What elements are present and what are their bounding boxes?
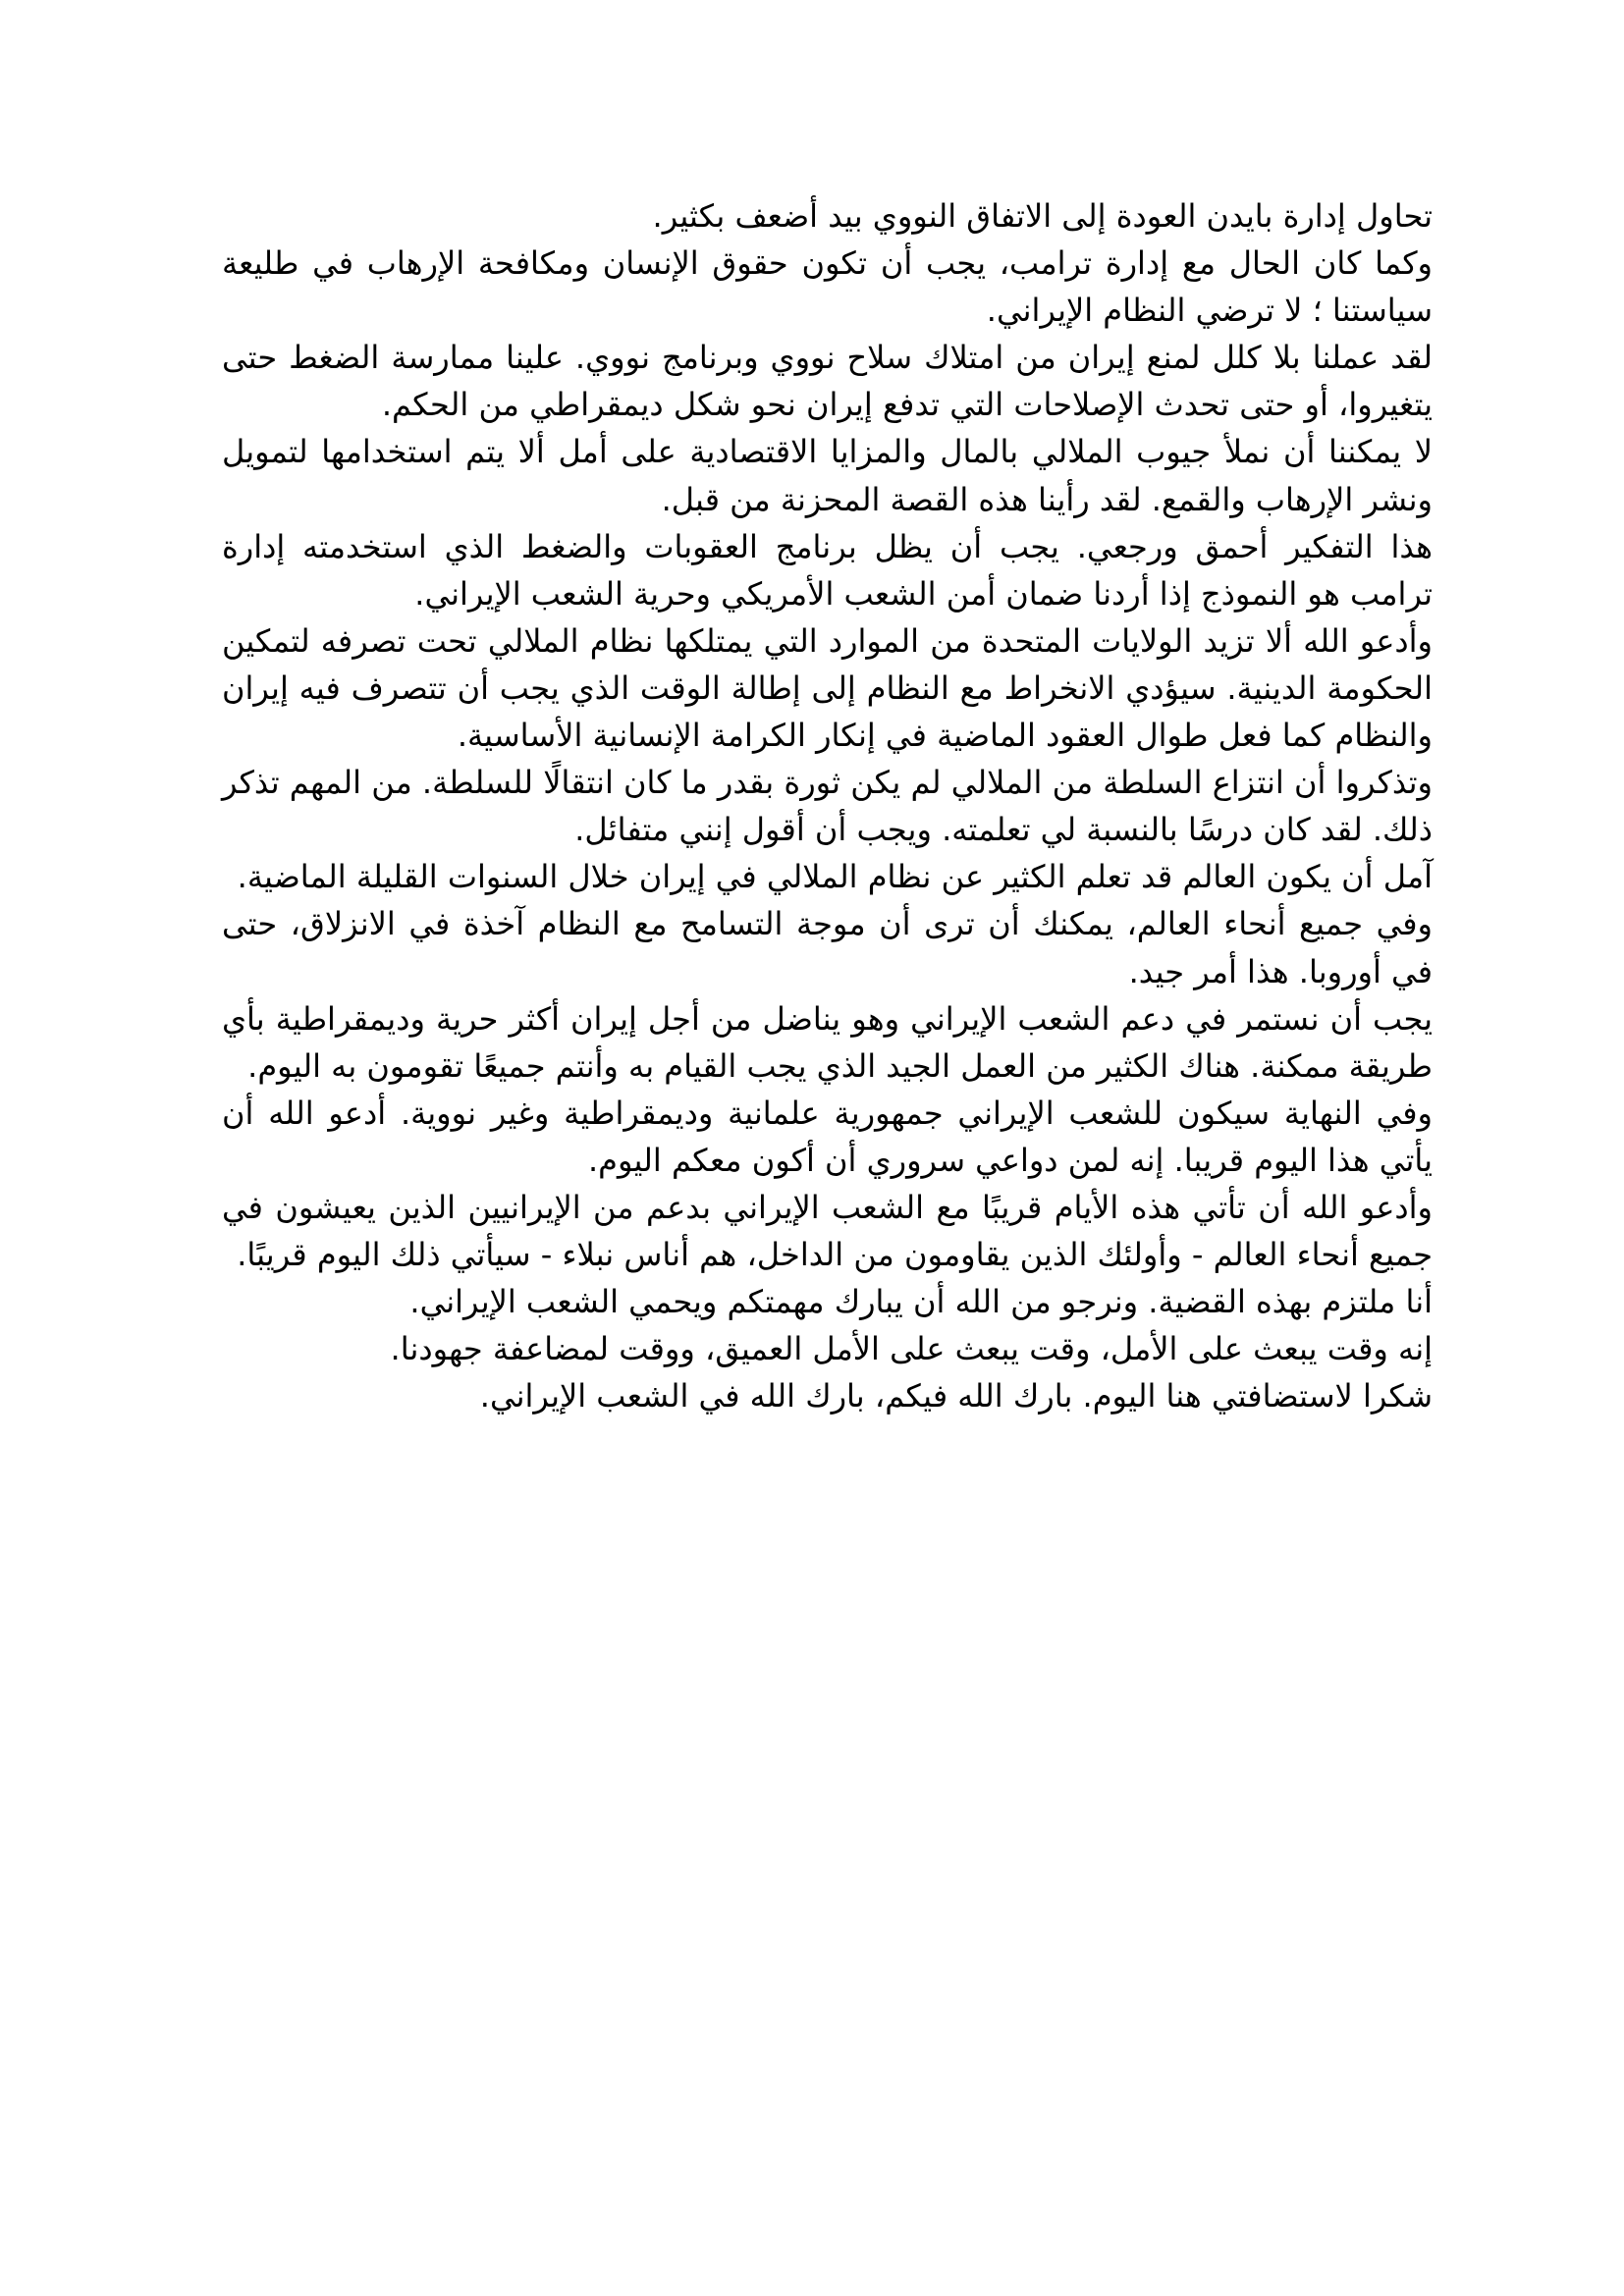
paragraph-5: هذا التفكير أحمق ورجعي. يجب أن يظل برنامج العقوبات والضغط الذي استخدمته إدارة ترامب هو النموذج إذا أردنا ضمان أمن الشعب الأمريكي وحرية الشعب الإيراني. (222, 527, 1433, 613)
paragraph-13: أنا ملتزم بهذه القضية. ونرجو من الله أن يبارك مهمتكم ويحمي الشعب الإيراني. (409, 1283, 1433, 1321)
paragraph-9: وفي جميع أنحاء العالم، يمكنك أن ترى أن موجة التسامح مع النظام آخذة في الانزلاق، حتى في أوروبا. هذا أمر جيد. (222, 905, 1433, 990)
paragraph-15: شكرا لاستضافتي هنا اليوم. بارك الله فيكم، بارك الله في الشعب الإيراني. (479, 1377, 1433, 1415)
paragraph-14: إنه وقت يبعث على الأمل، وقت يبعث على الأمل العميق، ووقت لمضاعفة جهودنا. (390, 1330, 1433, 1368)
paragraph-4: لا يمكننا أن نملأ جيوب الملالي بالمال والمزايا الاقتصادية على أمل ألا يتم استخدامها لتمويل ونشر الإرهاب والقمع. لقد رأينا هذه القصة المحزنة من قبل. (222, 433, 1433, 518)
document-body (222, 192, 1433, 1419)
paragraph-2: وكما كان الحال مع إدارة ترامب، يجب أن تكون حقوق الإنسان ومكافحة الإرهاب في طليعة سياستنا ؛ لا ترضي النظام الإيراني. (222, 244, 1433, 330)
paragraph-11: وفي النهاية سيكون للشعب الإيراني جمهورية علمانية وديمقراطية وغير نووية. أدعو الله أن يأتي هذا اليوم قريبا. إنه لمن دواعي سروري أن أكون معكم اليوم. (222, 1094, 1433, 1179)
paragraph-6: وأدعو الله ألا تزيد الولايات المتحدة من الموارد التي يمتلكها نظام الملالي تحت تصرفه لتمكين الحكومة الدينية. سيؤدي الانخراط مع النظام إلى إطالة الوقت الذي يجب أن تتصرف فيه إيران والنظام كما فعل طوال العقود الماضية في إنكار الكرامة الإنسانية الأساسية. (222, 621, 1433, 755)
paragraph-7: وتذكروا أن انتزاع السلطة من الملالي لم يكن ثورة بقدر ما كان انتقالًا للسلطة. من المهم تذكر ذلك. لقد كان درسًا بالنسبة لي تعلمته. ويجب أن أقول إنني متفائل. (222, 764, 1433, 849)
paragraph-1: تحاول إدارة بايدن العودة إلى الاتفاق النووي بيد أضعف بكثير. (652, 197, 1433, 235)
paragraph-12: وأدعو الله أن تأتي هذه الأيام قريبًا مع الشعب الإيراني بدعم من الإيرانيين الذين يعيشون في جميع أنحاء العالم - وأولئك الذين يقاومون من الداخل، هم أناس نبلاء - سيأتي ذلك اليوم قريبًا. (222, 1188, 1433, 1274)
paragraph-10: يجب أن نستمر في دعم الشعب الإيراني وهو يناضل من أجل إيران أكثر حرية وديمقراطية بأي طريقة ممكنة. هناك الكثير من العمل الجيد الذي يجب القيام به وأنتم جميعًا تقومون به اليوم. (222, 999, 1433, 1085)
paragraph-8: آمل أن يكون العالم قد تعلم الكثير عن نظام الملالي في إيران خلال السنوات القليلة الماضية. (237, 858, 1433, 896)
paragraph-3: لقد عملنا بلا كلل لمنع إيران من امتلاك سلاح نووي وبرنامج نووي. علينا ممارسة الضغط حتى يتغيروا، أو حتى تحدث الإصلاحات التي تدفع إيران نحو شكل ديمقراطي من الحكم. (222, 339, 1433, 424)
